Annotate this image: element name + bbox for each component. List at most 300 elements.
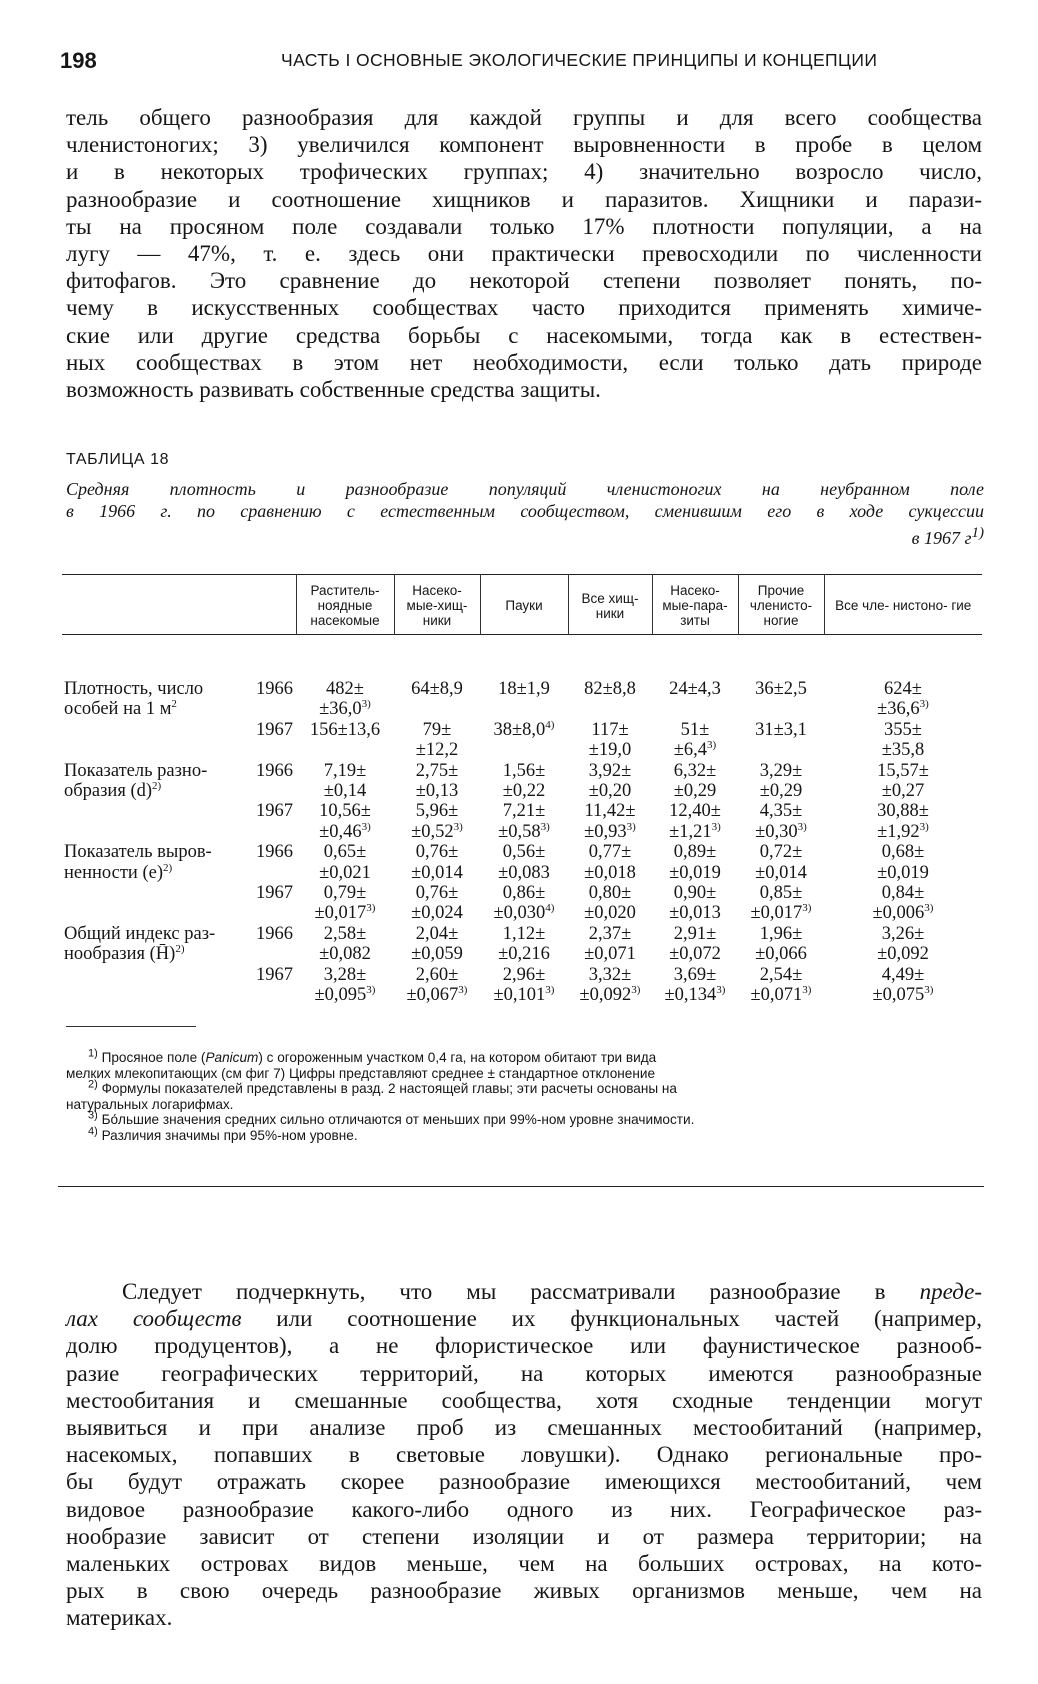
footnote-mark: 2) <box>88 1078 98 1091</box>
cell-mean: 31±3,1 <box>755 719 807 740</box>
cell-mean: 79± <box>422 719 452 740</box>
cell-error <box>826 903 980 923</box>
table-row <box>62 842 982 883</box>
cell-error-text: ±0,066 <box>755 944 807 965</box>
table-footnotes <box>66 1047 984 1144</box>
cell-note: 4) <box>545 902 555 915</box>
cell-mean: 4,49± <box>881 964 925 985</box>
table-cell <box>480 965 568 1006</box>
cell-mean: 11,42± <box>584 801 636 822</box>
footnote-line <box>66 1047 984 1066</box>
paragraph-text: нообразие зависит от степени изоляции и от размера территории; на <box>66 1523 982 1549</box>
cell-error <box>826 863 980 883</box>
table-cell <box>738 635 824 720</box>
table-cell <box>738 883 824 924</box>
paragraph-text: долю продуцентов), а не флористическое или фаунистическое разнооб- <box>66 1333 982 1359</box>
cell-error-text: ±0,101 <box>493 985 546 1006</box>
cell-error-text: ±0,14 <box>323 781 367 802</box>
cell-error <box>826 781 980 801</box>
table-cell <box>296 720 394 761</box>
table-cell <box>394 761 480 802</box>
footnote-text: Просяное поле ( <box>101 1050 206 1065</box>
cell-note: 3) <box>919 698 929 711</box>
cell-error <box>298 822 392 842</box>
cell-error <box>570 985 650 1005</box>
table-cell <box>296 924 394 965</box>
year-cell: 1967 <box>256 801 293 822</box>
table-cell <box>568 635 652 720</box>
cell-mean: 7,21± <box>502 801 546 822</box>
cell-mean: 15,57± <box>877 760 929 781</box>
cell-error-text: ±1,92 <box>877 821 920 842</box>
cell-error <box>570 822 650 842</box>
paragraph-text: видовое разнообразие какого-либо одного из них. Географическое раз- <box>66 1496 982 1522</box>
row-label <box>62 924 252 1006</box>
table-cell <box>394 635 480 720</box>
cell-error <box>654 740 736 760</box>
paragraph-line <box>66 1360 982 1387</box>
cell-mean: 1,12± <box>502 923 546 944</box>
footnote-line: натуральных логарифмах. <box>66 1096 234 1112</box>
cell-error-text: ±0,030 <box>493 903 546 924</box>
cell-mean: 18±1,9 <box>498 679 550 699</box>
row-label <box>62 761 252 843</box>
footnote-line <box>66 1109 984 1128</box>
caption-line: Средняя плотность и разнообразие популяций членистоногих на неубранном поле <box>66 479 984 499</box>
cell-error-text: ±0,52 <box>411 821 454 842</box>
cell-error-text: ±0,083 <box>498 862 550 883</box>
paragraph-line <box>66 1332 982 1359</box>
cell-error-text: ±0,30 <box>755 821 798 842</box>
page-number: 198 <box>60 48 97 73</box>
cell-error <box>396 781 478 801</box>
year-cell: 1966 <box>256 842 293 863</box>
year-cell: 1967 <box>256 719 293 740</box>
cell-mean: 36±2,5 <box>755 679 807 699</box>
table-cell <box>824 883 982 924</box>
cell-error <box>482 985 566 1005</box>
table-cell <box>738 761 824 802</box>
cell-note: 3) <box>458 983 468 996</box>
paragraph-top <box>66 104 982 403</box>
table-cell <box>652 635 738 720</box>
row-label-text: Показатель выров- ненности (e) <box>64 842 212 883</box>
cell-mean: 12,40± <box>669 801 721 822</box>
cell-mean: 0,72± <box>759 842 803 863</box>
paragraph-line: лугу — 47%, т. е. здесь они практически превосходили по численности <box>66 240 982 266</box>
footnote-text: ) с огороженным участком 0,4 га, на котором обитают три вида <box>258 1050 657 1065</box>
cell-note: 3) <box>631 983 641 996</box>
table-caption <box>66 478 984 548</box>
cell-error <box>826 944 980 964</box>
cell-error-text: ±0,134 <box>664 985 717 1006</box>
cell-note: 3) <box>924 902 934 915</box>
cell-error-text: ±0,46 <box>319 821 362 842</box>
cell-error <box>482 863 566 883</box>
cell-error-text: ±0,017 <box>314 903 367 924</box>
table-cell <box>568 720 652 761</box>
table-cell <box>480 720 568 761</box>
table-cell <box>652 924 738 965</box>
cell-mean: 2,04± <box>415 923 459 944</box>
cell-error-text: ±0,13 <box>415 781 459 802</box>
paragraph-line: и в некоторых трофических группах; 4) значительно возросло число, <box>66 159 982 185</box>
year-cell: 1966 <box>256 679 293 699</box>
table-row <box>62 761 982 802</box>
cell-note: 3) <box>802 983 812 996</box>
cell-note: 4) <box>545 718 555 731</box>
cell-error <box>740 944 822 964</box>
cell-error <box>396 822 478 842</box>
paragraph-line <box>66 1523 982 1550</box>
paragraph-line <box>66 1414 982 1441</box>
column-header: Прочие членисто- ногие <box>738 575 824 635</box>
cell-mean: 3,28± <box>323 964 367 985</box>
cell-error <box>826 699 980 719</box>
paragraph-line: тель общего разнообразия для каждой группы и для всего сообщества <box>66 105 982 130</box>
cell-mean: 0,68± <box>881 842 925 863</box>
cell-mean: 3,92± <box>588 760 632 781</box>
table-cell <box>480 842 568 883</box>
year-cell: 1966 <box>256 923 293 944</box>
cell-error-text: ±0,006 <box>872 903 925 924</box>
cell-error-text: ±0,018 <box>584 862 636 883</box>
table-cell <box>824 965 982 1006</box>
table-row <box>62 924 982 965</box>
cell-mean: 0,56± <box>502 842 546 863</box>
cell-mean: 82±8,8 <box>584 679 636 699</box>
table-cell <box>652 883 738 924</box>
table-cell <box>394 883 480 924</box>
cell-error <box>740 903 822 923</box>
table-cell <box>652 965 738 1006</box>
paragraph-line <box>66 1387 982 1414</box>
column-header: Насеко- мые-пара- зиты <box>652 575 738 635</box>
paragraph-text: или соотношение их функциональных частей (например, <box>241 1306 982 1332</box>
table-cell <box>296 965 394 1006</box>
cell-error <box>654 944 736 964</box>
data-table <box>62 574 982 1006</box>
cell-mean: 482± <box>326 679 364 699</box>
cell-error-text: ±0,019 <box>877 862 929 883</box>
cell-error <box>298 781 392 801</box>
paragraph-text: выявиться и при анализе проб из смешанных местообитаний (например, <box>66 1414 982 1440</box>
cell-mean: 0,89± <box>673 842 717 863</box>
caption-line <box>66 522 984 548</box>
paragraph-bottom <box>66 1278 982 1631</box>
table-cell <box>652 720 738 761</box>
cell-mean: 3,32± <box>588 964 632 985</box>
cell-note: 3) <box>366 983 376 996</box>
cell-mean: 2,54± <box>759 964 803 985</box>
running-head: ЧАСТЬ I ОСНОВНЫЕ ЭКОЛОГИЧЕСКИЕ ПРИНЦИПЫ И КОНЦЕПЦИИ <box>281 50 878 70</box>
cell-error <box>482 944 566 964</box>
cell-error-text: ±35,8 <box>881 740 925 761</box>
cell-error <box>298 985 392 1005</box>
cell-error-text: ±6,4 <box>673 740 708 761</box>
cell-mean: 0,85± <box>759 883 803 904</box>
footnote-mark: 3) <box>88 1109 98 1122</box>
cell-error-text: ±0,013 <box>669 903 721 924</box>
table-body <box>62 635 982 1006</box>
cell-error-text: ±0,020 <box>584 903 636 924</box>
row-label-sup: 2) <box>152 779 162 792</box>
cell-error-text: ±0,014 <box>411 862 463 883</box>
table-cell <box>738 965 824 1006</box>
cell-error <box>298 699 392 719</box>
row-label-text: Общий индекс раз- нообразия (H̄) <box>64 923 216 965</box>
paragraph-line: ных сообществах в этом нет необходимости, если только дать природе <box>66 349 982 375</box>
paragraph-text: материках. <box>66 1605 173 1631</box>
footnote <box>66 1125 984 1144</box>
row-label-sup: 2) <box>175 943 185 956</box>
cell-error-text: ±0,22 <box>502 781 546 802</box>
cell-mean: 0,84± <box>881 883 925 904</box>
cell-error-text: ±0,059 <box>411 944 463 965</box>
cell-note: 3) <box>361 698 371 711</box>
cell-mean: 2,37± <box>588 923 632 944</box>
cell-note: 3) <box>797 820 807 833</box>
cell-mean: 0,79± <box>323 883 367 904</box>
cell-error <box>570 944 650 964</box>
cell-error-text: ±36,6 <box>877 699 920 720</box>
cell-error-text: ±0,092 <box>877 944 929 965</box>
paragraph-text: разие географических территорий, на которых имеются разнообразные <box>66 1360 982 1386</box>
table-cell <box>824 924 982 965</box>
table-cell <box>394 801 480 842</box>
table-cell <box>394 965 480 1006</box>
cell-error <box>826 740 980 760</box>
cell-note: 3) <box>453 820 463 833</box>
table-cell <box>394 842 480 883</box>
cell-mean: 10,56± <box>319 801 371 822</box>
table-cell <box>480 801 568 842</box>
table-row <box>62 635 982 720</box>
cell-error-text: ±0,082 <box>319 944 371 965</box>
cell-note: 3) <box>716 983 726 996</box>
cell-mean: 51± <box>680 719 710 740</box>
footnote-text: Формулы показателей представлены в разд. 2 настоящей главы; эти расчеты основаны на <box>101 1081 677 1097</box>
cell-note: 3) <box>802 902 812 915</box>
table-label: ТАБЛИЦА 18 <box>66 451 170 468</box>
cell-mean: 117± <box>591 719 629 740</box>
cell-mean: 0,65± <box>323 842 367 863</box>
cell-mean: 0,76± <box>415 883 459 904</box>
cell-note: 3) <box>545 983 555 996</box>
cell-mean: 2,58± <box>323 923 367 944</box>
caption-line-text: в 1967 г <box>911 528 972 548</box>
table-cell <box>480 761 568 802</box>
table-cell <box>296 761 394 802</box>
cell-mean: 2,96± <box>502 964 546 985</box>
cell-note: 3) <box>707 739 717 752</box>
cell-note: 3) <box>924 983 934 996</box>
header-blank <box>252 575 296 635</box>
cell-error-text: ±0,075 <box>872 985 925 1006</box>
table-cell <box>394 720 480 761</box>
paragraph-line <box>66 1550 982 1577</box>
paragraph-line: чему в искусственных сообществах часто приходится применять химиче- <box>66 295 982 321</box>
footnote-text: Бо́льшие значения средних сильно отличаются от меньших при 99%-ном уровне значимости. <box>101 1112 695 1128</box>
row-label <box>62 842 252 924</box>
cell-error <box>654 822 736 842</box>
cell-error-text: ±0,27 <box>881 781 925 802</box>
footnote-line: мелких млекопитающих (см фиг 7) Цифры представляют среднее ± стандартное отклонение <box>66 1065 656 1081</box>
cell-error <box>740 781 822 801</box>
footnote-rule <box>66 1026 196 1027</box>
cell-error <box>396 740 478 760</box>
cell-error-text: ±0,019 <box>669 862 721 883</box>
paragraph-line <box>66 1305 982 1332</box>
cell-error-text: ±0,024 <box>411 903 463 924</box>
paragraph-text: рых в свою очередь разнообразие живых организмов меньше, чем на <box>66 1578 982 1604</box>
cell-error-text: ±19,0 <box>588 740 632 761</box>
cell-mean: 38±8,0 <box>493 719 546 740</box>
cell-error <box>298 944 392 964</box>
cell-mean: 1,56± <box>502 760 546 781</box>
cell-mean: 3,69± <box>673 964 717 985</box>
cell-error <box>298 903 392 923</box>
cell-error-text: ±0,071 <box>584 944 636 965</box>
cell-error-text: ±0,071 <box>750 985 803 1006</box>
table-cell <box>824 720 982 761</box>
table-cell <box>568 883 652 924</box>
cell-error-text: ±0,021 <box>319 862 371 883</box>
paragraph-line: возможность развивать собственные средства защиты. <box>66 376 601 402</box>
paragraph-italic: лах сообществ <box>66 1306 242 1332</box>
cell-error <box>396 944 478 964</box>
table-cell <box>738 842 824 883</box>
cell-error <box>740 822 822 842</box>
cell-mean: 64±8,9 <box>411 679 463 699</box>
caption-note-ref: 1) <box>971 525 984 541</box>
cell-mean: 0,90± <box>673 883 717 904</box>
cell-mean: 0,77± <box>588 842 632 863</box>
row-label-sup: 2 <box>171 698 177 711</box>
cell-mean: 624± <box>884 679 922 699</box>
paragraph-line: разнообразие и соотношение хищников и паразитов. Хищники и парази- <box>66 186 982 212</box>
table-cell <box>394 924 480 965</box>
table-cell <box>738 801 824 842</box>
paragraph-text: маленьких островах видов меньше, чем на больших островах, на кото- <box>66 1550 982 1576</box>
footnote <box>66 1109 984 1128</box>
table-header-row <box>62 575 982 635</box>
cell-error <box>396 863 478 883</box>
table-cell <box>296 635 394 720</box>
cell-error-text: ±0,095 <box>314 985 367 1006</box>
cell-mean: 2,91± <box>673 923 717 944</box>
table-cell <box>296 842 394 883</box>
cell-error <box>482 903 566 923</box>
footnote <box>66 1078 984 1112</box>
table-cell <box>568 924 652 965</box>
cell-mean: 3,26± <box>881 923 925 944</box>
table-cell <box>652 801 738 842</box>
year-cell: 1967 <box>256 883 293 904</box>
cell-error <box>826 822 980 842</box>
cell-mean: 2,75± <box>415 760 459 781</box>
cell-mean: 355± <box>884 719 922 740</box>
table-cell <box>568 842 652 883</box>
cell-error <box>654 903 736 923</box>
column-header: Раститель-ноядные насекомые <box>296 575 394 635</box>
column-header: Пауки <box>480 575 568 635</box>
cell-error-text: ±0,017 <box>750 903 803 924</box>
table-cell <box>824 842 982 883</box>
table-cell <box>296 883 394 924</box>
cell-error-text: ±0,072 <box>669 944 721 965</box>
cell-note: 3) <box>540 820 550 833</box>
paragraph-line: членистоногих; 3) увеличился компонент выровненности в пробе в целом <box>66 132 982 158</box>
cell-error-text: ±0,20 <box>588 781 632 802</box>
cell-error-text: ±0,067 <box>406 985 459 1006</box>
cell-error <box>654 863 736 883</box>
paragraph-line <box>66 1577 982 1604</box>
cell-mean: 0,86± <box>502 883 546 904</box>
cell-note: 3) <box>361 820 371 833</box>
cell-error <box>740 985 822 1005</box>
cell-error-text: ±0,93 <box>584 821 627 842</box>
paragraph-line <box>66 1604 982 1631</box>
table-cell <box>296 801 394 842</box>
cell-error <box>570 903 650 923</box>
cell-error-text: ±0,29 <box>673 781 717 802</box>
cell-error <box>826 985 980 1005</box>
cell-mean: 4,35± <box>759 801 803 822</box>
cell-error-text: ±1,21 <box>669 821 712 842</box>
cell-note: 3) <box>626 820 636 833</box>
cell-note: 3) <box>366 902 376 915</box>
cell-mean: 30,88± <box>877 801 929 822</box>
cell-mean: 156±13,6 <box>309 719 381 740</box>
paragraph-line: ские или другие средства борьбы с насекомыми, тогда как в естествен- <box>66 322 982 348</box>
cell-mean: 2,60± <box>415 964 459 985</box>
paragraph-text: Следует подчеркнуть, что мы рассматривали разнообразие в <box>122 1279 920 1304</box>
cell-error <box>570 863 650 883</box>
cell-error <box>482 781 566 801</box>
year-cell: 1966 <box>256 760 293 781</box>
table-cell <box>568 965 652 1006</box>
cell-mean: 5,96± <box>415 801 459 822</box>
table-cell <box>568 761 652 802</box>
paragraph-line <box>66 1441 982 1468</box>
cell-error <box>654 985 736 1005</box>
footnote-line <box>66 1125 984 1144</box>
paragraph-line <box>66 1496 982 1523</box>
footnote-mark: 1) <box>88 1047 98 1060</box>
cell-error <box>740 863 822 883</box>
cell-error-text: ±0,092 <box>579 985 632 1006</box>
cell-mean: 3,29± <box>759 760 803 781</box>
column-header: Насеко- мые-хищ- ники <box>394 575 480 635</box>
row-label-text: Показатель разно- образия (d) <box>64 760 208 802</box>
table-cell <box>652 761 738 802</box>
cell-error <box>298 863 392 883</box>
cell-error-text: ±36,0 <box>319 699 362 720</box>
caption-line: в 1966 г. по сравнению с естественным сообществом, сменившим его в ходе сукцессии <box>66 501 984 521</box>
paragraph-line <box>66 1468 982 1495</box>
paragraph-line: ты на просяном поле создавали только 17% плотности популяции, а на <box>66 213 982 239</box>
cell-error-text: ±0,58 <box>498 821 541 842</box>
cell-error <box>654 781 736 801</box>
cell-error-text: ±12,2 <box>415 740 459 761</box>
cell-mean: 0,76± <box>415 842 459 863</box>
table-cell <box>824 635 982 720</box>
year-cell: 1967 <box>256 964 293 985</box>
table-cell <box>480 635 568 720</box>
cell-error <box>570 781 650 801</box>
table-cell <box>824 801 982 842</box>
